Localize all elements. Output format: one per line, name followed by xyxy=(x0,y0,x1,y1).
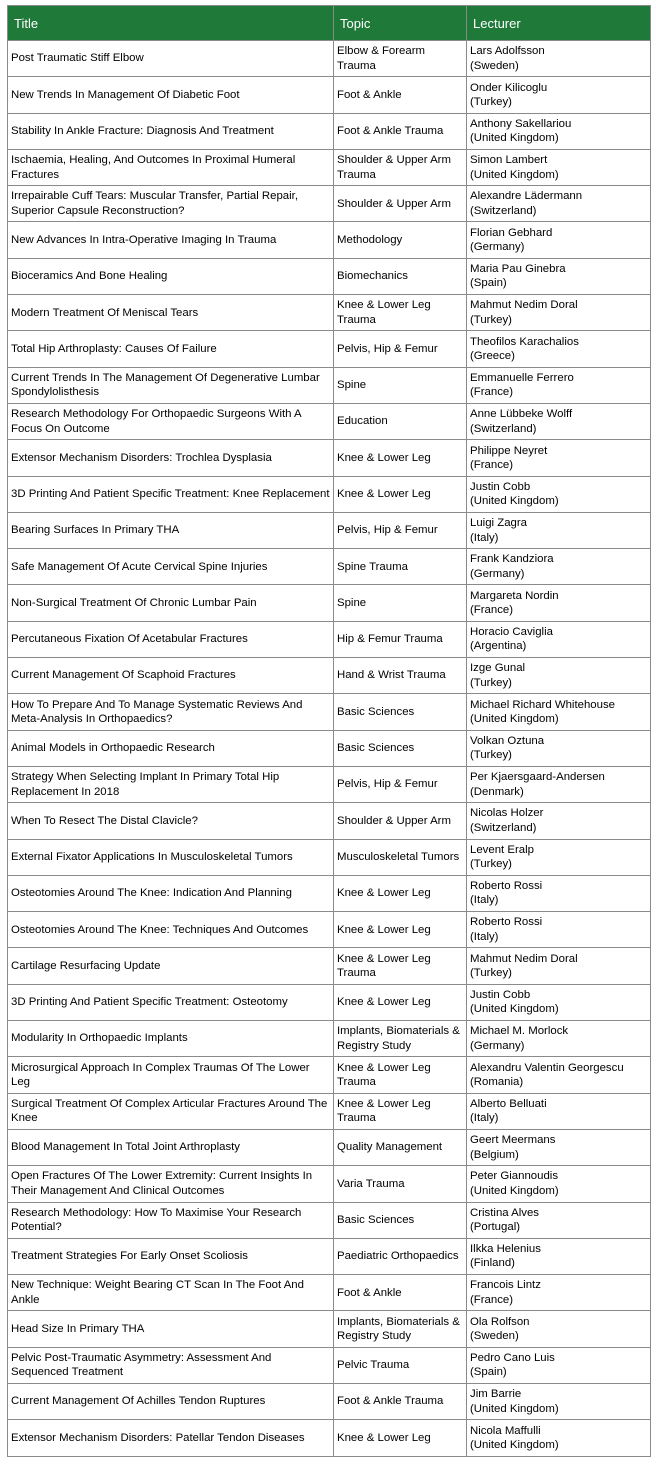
lecturer-cell xyxy=(467,512,651,548)
table-row xyxy=(8,1311,651,1347)
lecturer-country: (Italy) xyxy=(470,930,499,943)
lecturer-country: (Spain) xyxy=(470,1366,507,1379)
lecturer-name: Nicola Maffulli xyxy=(470,1424,541,1437)
topic-cell: Knee & Lower Leg xyxy=(334,984,467,1020)
lecturer-country: (Turkey) xyxy=(470,967,512,980)
lecturer-name: Philippe Neyret xyxy=(470,444,548,457)
lecturer-cell xyxy=(467,41,651,77)
topic-cell: Shoulder & Upper Arm xyxy=(334,186,467,222)
lecturer-cell xyxy=(467,948,651,984)
lecturer-cell xyxy=(467,77,651,113)
topic-cell: Knee & Lower Leg xyxy=(334,1420,467,1456)
lecturer-country: (Italy) xyxy=(470,1112,499,1125)
table-row xyxy=(8,585,651,621)
lecturer-country: (United Kingdom) xyxy=(470,1438,559,1451)
lecturer-cell xyxy=(467,113,651,149)
title-cell: New Advances In Intra-Operative Imaging In Trauma xyxy=(8,222,334,258)
lecturer-country: (Switzerland) xyxy=(470,821,537,834)
lecturer-name: Maria Pau Ginebra xyxy=(470,263,566,276)
lecturer-country: (Belgium) xyxy=(470,1148,519,1161)
table-row xyxy=(8,1420,651,1456)
lecturer-cell xyxy=(467,549,651,585)
lecturer-name: Roberto Rossi xyxy=(470,880,543,893)
table-row xyxy=(8,875,651,911)
table-row xyxy=(8,476,651,512)
title-cell: Current Trends In The Management Of Degenerative Lumbar Spondylolisthesis xyxy=(8,367,334,403)
lecturer-cell xyxy=(467,730,651,766)
lecturer-country: (Turkey) xyxy=(470,313,512,326)
lecturer-country: (United Kingdom) xyxy=(470,495,559,508)
title-cell: Cartilage Resurfacing Update xyxy=(8,948,334,984)
topic-cell: Education xyxy=(334,403,467,439)
title-cell: Modern Treatment Of Meniscal Tears xyxy=(8,295,334,331)
lecturer-country: (United Kingdom) xyxy=(470,1003,559,1016)
lecturer-name: Emmanuelle Ferrero xyxy=(470,371,574,384)
lecturer-name: Roberto Rossi xyxy=(470,916,543,929)
table-row xyxy=(8,1093,651,1129)
lecturer-country: (Sweden) xyxy=(470,1330,519,1343)
title-cell: Safe Management Of Acute Cervical Spine Injuries xyxy=(8,549,334,585)
lecturer-name: Mahmut Nedim Doral xyxy=(470,299,578,312)
lecturer-cell xyxy=(467,1347,651,1383)
table-row xyxy=(8,149,651,185)
lecturer-name: Margareta Nordin xyxy=(470,589,559,602)
topic-cell: Knee & Lower Leg xyxy=(334,912,467,948)
title-cell: Extensor Mechanism Disorders: Trochlea Dysplasia xyxy=(8,440,334,476)
header-row xyxy=(8,6,651,41)
title-cell: Microsurgical Approach In Complex Traumas Of The Lower Leg xyxy=(8,1057,334,1093)
table-row xyxy=(8,331,651,367)
topic-cell: Quality Management xyxy=(334,1129,467,1165)
lecturer-country: (Italy) xyxy=(470,894,499,907)
table-row xyxy=(8,549,651,585)
table-row xyxy=(8,766,651,802)
lecturer-cell xyxy=(467,1238,651,1274)
lecturer-name: Anne Lübbeke Wolff xyxy=(470,408,573,421)
lecturer-cell xyxy=(467,186,651,222)
lecturer-name: Ola Rolfson xyxy=(470,1315,530,1328)
title-cell: Total Hip Arthroplasty: Causes Of Failure xyxy=(8,331,334,367)
topic-cell: Shoulder & Upper Arm xyxy=(334,803,467,839)
lecturer-country: (Turkey) xyxy=(470,858,512,871)
lectures-table xyxy=(7,5,651,1457)
title-cell: 3D Printing And Patient Specific Treatment: Knee Replacement xyxy=(8,476,334,512)
title-cell: When To Resect The Distal Clavicle? xyxy=(8,803,334,839)
table-row xyxy=(8,912,651,948)
topic-cell: Implants, Biomaterials & Registry Study xyxy=(334,1311,467,1347)
lecturer-cell xyxy=(467,440,651,476)
header-title: Title xyxy=(8,6,334,41)
topic-cell: Pelvis, Hip & Femur xyxy=(334,331,467,367)
table-row xyxy=(8,403,651,439)
table-row xyxy=(8,367,651,403)
title-cell: Stability In Ankle Fracture: Diagnosis And Treatment xyxy=(8,113,334,149)
topic-cell: Basic Sciences xyxy=(334,1202,467,1238)
lecturer-cell xyxy=(467,839,651,875)
lecturer-name: Alberto Belluati xyxy=(470,1097,547,1110)
title-cell: New Technique: Weight Bearing CT Scan In The Foot And Ankle xyxy=(8,1275,334,1311)
lecturer-name: Mahmut Nedim Doral xyxy=(470,952,578,965)
table-row xyxy=(8,1238,651,1274)
topic-cell: Knee & Lower Leg Trauma xyxy=(334,295,467,331)
lecturer-name: Izge Gunal xyxy=(470,662,526,675)
lecturer-country: (Spain) xyxy=(470,277,507,290)
lecturer-name: Michael M. Morlock xyxy=(470,1025,569,1038)
header-topic: Topic xyxy=(334,6,467,41)
title-cell: Non-Surgical Treatment Of Chronic Lumbar Pain xyxy=(8,585,334,621)
lecturer-cell xyxy=(467,912,651,948)
lecturer-cell xyxy=(467,1129,651,1165)
title-cell: Modularity In Orthopaedic Implants xyxy=(8,1021,334,1057)
topic-cell: Knee & Lower Leg Trauma xyxy=(334,1093,467,1129)
lecturer-cell xyxy=(467,331,651,367)
topic-cell: Elbow & Forearm Trauma xyxy=(334,41,467,77)
table-row xyxy=(8,512,651,548)
lecturer-country: (United Kingdom) xyxy=(470,1184,559,1197)
lecturer-cell xyxy=(467,1093,651,1129)
table-row xyxy=(8,621,651,657)
title-cell: External Fixator Applications In Musculoskeletal Tumors xyxy=(8,839,334,875)
table-row xyxy=(8,694,651,730)
lecturer-country: (Romania) xyxy=(470,1075,524,1088)
topic-cell: Shoulder & Upper Arm Trauma xyxy=(334,149,467,185)
topic-cell: Foot & Ankle Trauma xyxy=(334,113,467,149)
lecturer-name: Alexandru Valentin Georgescu xyxy=(470,1061,624,1074)
header-lecturer: Lecturer xyxy=(467,6,651,41)
title-cell: Extensor Mechanism Disorders: Patellar Tendon Diseases xyxy=(8,1420,334,1456)
lecturer-country: (United Kingdom) xyxy=(470,132,559,145)
lecturer-country: (France) xyxy=(470,386,514,399)
topic-cell: Biomechanics xyxy=(334,258,467,294)
topic-cell: Knee & Lower Leg Trauma xyxy=(334,1057,467,1093)
lecturer-name: Per Kjaersgaard-Andersen xyxy=(470,771,605,784)
table-body xyxy=(8,41,651,1457)
title-cell: Percutaneous Fixation Of Acetabular Fractures xyxy=(8,621,334,657)
lecturer-country: (United Kingdom) xyxy=(470,168,559,181)
table-row xyxy=(8,186,651,222)
lecturer-name: Simon Lambert xyxy=(470,154,548,167)
topic-cell: Hip & Femur Trauma xyxy=(334,621,467,657)
topic-cell: Knee & Lower Leg xyxy=(334,440,467,476)
lecturer-cell xyxy=(467,875,651,911)
lecturer-country: (Turkey) xyxy=(470,749,512,762)
lecturer-name: Peter Giannoudis xyxy=(470,1170,559,1183)
lecturer-country: (Switzerland) xyxy=(470,204,537,217)
lecturer-name: Frank Kandziora xyxy=(470,553,554,566)
lecturer-country: (Denmark) xyxy=(470,785,524,798)
table-row xyxy=(8,1202,651,1238)
lecturer-name: Levent Eralp xyxy=(470,843,534,856)
lecturer-country: (Germany) xyxy=(470,241,525,254)
lecturer-country: (Italy) xyxy=(470,531,499,544)
title-cell: Osteotomies Around The Knee: Techniques And Outcomes xyxy=(8,912,334,948)
lecturer-country: (United Kingdom) xyxy=(470,1402,559,1415)
topic-cell: Basic Sciences xyxy=(334,694,467,730)
lecturer-cell xyxy=(467,621,651,657)
lecturer-cell xyxy=(467,1420,651,1456)
lecturer-country: (Sweden) xyxy=(470,59,519,72)
lecturer-name: Francois Lintz xyxy=(470,1279,541,1292)
title-cell: Head Size In Primary THA xyxy=(8,1311,334,1347)
table-row xyxy=(8,839,651,875)
lecturer-name: Florian Gebhard xyxy=(470,226,553,239)
topic-cell: Knee & Lower Leg xyxy=(334,476,467,512)
lecturer-country: (Finland) xyxy=(470,1257,515,1270)
lecturer-cell xyxy=(467,149,651,185)
lecturer-cell xyxy=(467,984,651,1020)
topic-cell: Knee & Lower Leg xyxy=(334,875,467,911)
topic-cell: Pelvis, Hip & Femur xyxy=(334,766,467,802)
lecturer-country: (Greece) xyxy=(470,350,515,363)
lecturer-name: Theofilos Karachalios xyxy=(470,335,579,348)
topic-cell: Foot & Ankle xyxy=(334,1275,467,1311)
table-row xyxy=(8,1275,651,1311)
title-cell: How To Prepare And To Manage Systematic Reviews And Meta-Analysis In Orthopaedics? xyxy=(8,694,334,730)
lecturer-cell xyxy=(467,367,651,403)
title-cell: Post Traumatic Stiff Elbow xyxy=(8,41,334,77)
table-row xyxy=(8,222,651,258)
lecturer-country: (Switzerland) xyxy=(470,422,537,435)
table-row xyxy=(8,803,651,839)
lecturer-name: Anthony Sakellariou xyxy=(470,117,572,130)
title-cell: Animal Models in Orthopaedic Research xyxy=(8,730,334,766)
table-row xyxy=(8,1166,651,1202)
lecturer-cell xyxy=(467,295,651,331)
lecturer-cell xyxy=(467,585,651,621)
topic-cell: Methodology xyxy=(334,222,467,258)
table-row xyxy=(8,77,651,113)
lecturer-name: Lars Adolfsson xyxy=(470,45,545,58)
topic-cell: Knee & Lower Leg Trauma xyxy=(334,948,467,984)
title-cell: Blood Management In Total Joint Arthroplasty xyxy=(8,1129,334,1165)
topic-cell: Varia Trauma xyxy=(334,1166,467,1202)
table-header xyxy=(8,6,651,41)
table-row xyxy=(8,1057,651,1093)
lecturer-country: (Turkey) xyxy=(470,95,512,108)
table-row xyxy=(8,948,651,984)
lecturer-name: Justin Cobb xyxy=(470,480,531,493)
lecturer-cell xyxy=(467,1057,651,1093)
table-row xyxy=(8,440,651,476)
lecturer-cell xyxy=(467,803,651,839)
topic-cell: Pelvis, Hip & Femur xyxy=(334,512,467,548)
table-row xyxy=(8,1347,651,1383)
lecturer-cell xyxy=(467,1275,651,1311)
lecturer-name: Ilkka Helenius xyxy=(470,1243,541,1256)
table-row xyxy=(8,41,651,77)
title-cell: Current Management Of Achilles Tendon Ruptures xyxy=(8,1383,334,1419)
title-cell: New Trends In Management Of Diabetic Foot xyxy=(8,77,334,113)
lecturer-name: Geert Meermans xyxy=(470,1134,556,1147)
topic-cell: Spine xyxy=(334,367,467,403)
title-cell: 3D Printing And Patient Specific Treatment: Osteotomy xyxy=(8,984,334,1020)
title-cell: Bioceramics And Bone Healing xyxy=(8,258,334,294)
title-cell: Osteotomies Around The Knee: Indication And Planning xyxy=(8,875,334,911)
title-cell: Treatment Strategies For Early Onset Scoliosis xyxy=(8,1238,334,1274)
table-row xyxy=(8,258,651,294)
lecturer-name: Pedro Cano Luis xyxy=(470,1351,555,1364)
title-cell: Research Methodology For Orthopaedic Surgeons With A Focus On Outcome xyxy=(8,403,334,439)
lecturer-country: (Portugal) xyxy=(470,1221,521,1234)
lecturer-country: (United Kingdom) xyxy=(470,712,559,725)
lecturer-cell xyxy=(467,258,651,294)
table-row xyxy=(8,984,651,1020)
lecturer-name: Volkan Oztuna xyxy=(470,734,545,747)
title-cell: Current Management Of Scaphoid Fractures xyxy=(8,658,334,694)
table-row xyxy=(8,1021,651,1057)
lecturer-cell xyxy=(467,1311,651,1347)
lecturer-cell xyxy=(467,694,651,730)
title-cell: Strategy When Selecting Implant In Primary Total Hip Replacement In 2018 xyxy=(8,766,334,802)
lecturer-name: Justin Cobb xyxy=(470,988,531,1001)
topic-cell: Pelvic Trauma xyxy=(334,1347,467,1383)
lecturer-cell xyxy=(467,1383,651,1419)
table-row xyxy=(8,1383,651,1419)
title-cell: Ischaemia, Healing, And Outcomes In Proximal Humeral Fractures xyxy=(8,149,334,185)
table-row xyxy=(8,1129,651,1165)
topic-cell: Paediatric Orthopaedics xyxy=(334,1238,467,1274)
lecturer-cell xyxy=(467,658,651,694)
topic-cell: Implants, Biomaterials & Registry Study xyxy=(334,1021,467,1057)
topic-cell: Foot & Ankle Trauma xyxy=(334,1383,467,1419)
lecturer-country: (France) xyxy=(470,604,514,617)
topic-cell: Spine xyxy=(334,585,467,621)
lecturer-cell xyxy=(467,1021,651,1057)
lecturer-country: (Argentina) xyxy=(470,640,527,653)
lecturer-name: Jim Barrie xyxy=(470,1388,522,1401)
lecturer-country: (France) xyxy=(470,458,514,471)
topic-cell: Hand & Wrist Trauma xyxy=(334,658,467,694)
table-row xyxy=(8,730,651,766)
lecturer-country: (Turkey) xyxy=(470,676,512,689)
lecturer-cell xyxy=(467,766,651,802)
lecturer-country: (France) xyxy=(470,1293,514,1306)
lecturer-country: (Germany) xyxy=(470,1039,525,1052)
lecturer-cell xyxy=(467,222,651,258)
topic-cell: Musculoskeletal Tumors xyxy=(334,839,467,875)
lecturer-name: Onder Kilicoglu xyxy=(470,81,548,94)
lecturer-cell xyxy=(467,403,651,439)
title-cell: Pelvic Post-Traumatic Asymmetry: Assessment And Sequenced Treatment xyxy=(8,1347,334,1383)
title-cell: Open Fractures Of The Lower Extremity: Current Insights In Their Management And Clinical Outcomes xyxy=(8,1166,334,1202)
lecturer-name: Luigi Zagra xyxy=(470,517,527,530)
title-cell: Research Methodology: How To Maximise Your Research Potential? xyxy=(8,1202,334,1238)
title-cell: Irrepairable Cuff Tears: Muscular Transfer, Partial Repair, Superior Capsule Reconstruction? xyxy=(8,186,334,222)
lecturer-name: Michael Richard Whitehouse xyxy=(470,698,615,711)
lecturer-country: (Germany) xyxy=(470,567,525,580)
topic-cell: Spine Trauma xyxy=(334,549,467,585)
table-row xyxy=(8,658,651,694)
topic-cell: Foot & Ankle xyxy=(334,77,467,113)
table-row xyxy=(8,295,651,331)
lecturer-name: Alexandre Lädermann xyxy=(470,190,583,203)
title-cell: Surgical Treatment Of Complex Articular Fractures Around The Knee xyxy=(8,1093,334,1129)
table-row xyxy=(8,113,651,149)
lecturer-cell xyxy=(467,476,651,512)
lecturer-name: Cristina Alves xyxy=(470,1206,539,1219)
lecturer-name: Horacio Caviglia xyxy=(470,625,553,638)
topic-cell: Basic Sciences xyxy=(334,730,467,766)
lecturer-cell xyxy=(467,1166,651,1202)
lecturer-cell xyxy=(467,1202,651,1238)
lecturer-name: Nicolas Holzer xyxy=(470,807,544,820)
title-cell: Bearing Surfaces In Primary THA xyxy=(8,512,334,548)
